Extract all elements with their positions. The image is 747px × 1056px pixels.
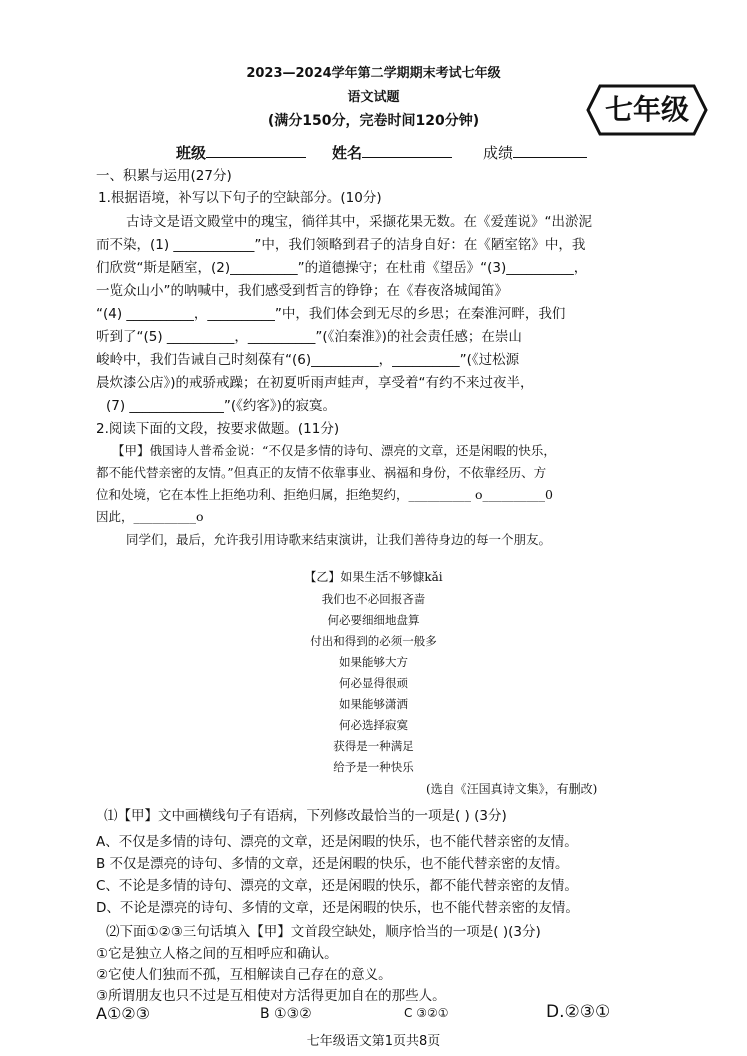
q2-title: 2.阅读下面的文段，按要求做题。(11分) bbox=[96, 421, 340, 437]
poem-source: (选自《汪国真诗文集》，有删改) bbox=[426, 782, 598, 796]
jia-line: 位和处境，它在本性上拒绝功利、拒绝归属，拒绝契约，__________ o__________0 bbox=[96, 487, 553, 502]
score-field bbox=[483, 142, 587, 163]
sub2-option-d[interactable]: D.②③① bbox=[546, 1002, 611, 1022]
poem-title: 【乙】如果生活不够慷kǎi bbox=[304, 570, 443, 584]
poem-line: 如果能够潇洒 bbox=[339, 697, 408, 711]
sub2-item: ③所谓朋友也只不过是互相使对方活得更加自在的那些人。 bbox=[96, 988, 446, 1004]
score-blank[interactable] bbox=[513, 143, 587, 158]
sub1-option-b[interactable]: B 不仅是漂亮的诗句、多情的文章，还是闲暇的快乐，也不能代替亲密的友情。 bbox=[96, 856, 569, 872]
poem-line: 付出和得到的必须一般多 bbox=[310, 634, 437, 648]
q1-line: 一览众山小”的呐喊中，我们感受到哲言的铮铮；在《春夜洛城闻笛》 bbox=[96, 283, 508, 299]
q1-line: 峻岭中，我们告诫自己时刻葆有“(6)__________，__________”(《过松源 bbox=[96, 352, 520, 368]
poem-line: 何必显得很顽 bbox=[339, 676, 408, 690]
q1-line: 古诗文是语文殿堂中的瑰宝，徜徉其中，采撷花果无数。在《爱莲说》“出淤泥 bbox=[126, 214, 592, 230]
sub2-item: ②它使人们独而不孤，互相解读自己存在的意义。 bbox=[96, 967, 392, 983]
poem-line: 何必选择寂寞 bbox=[339, 718, 408, 732]
class-field bbox=[176, 142, 306, 163]
jia-line: 都不能代替亲密的友情。”但真正的友情不依靠事业、祸福和身份，不依靠经历、方 bbox=[96, 465, 547, 480]
jia-line: 因此，__________o bbox=[96, 509, 204, 524]
poem-line: 获得是一种满足 bbox=[333, 739, 414, 753]
q1-line: “(4) __________，__________”中，我们体会到无尽的乡思；在秦淮河畔，我们 bbox=[96, 306, 566, 322]
class-label: 班级 bbox=[176, 144, 207, 162]
sub2-option-c[interactable]: C ③②① bbox=[404, 1006, 449, 1020]
score-label: 成绩 bbox=[483, 144, 514, 162]
poem-line: 何必要细细地盘算 bbox=[327, 613, 420, 627]
q1-line: (7) ______________”(《约客》)的寂寞。 bbox=[106, 398, 336, 414]
sub1-stem: ⑴【甲】文中画横线句子有语病，下列修改最恰当的一项是( ) (3分) bbox=[104, 808, 507, 824]
sub1-option-d[interactable]: D、不论是漂亮的诗句、多情的文章，还是闲暇的快乐，也不能代替亲密的友情。 bbox=[96, 900, 579, 916]
sub2-item: ①它是独立人格之间的互相呼应和确认。 bbox=[96, 946, 338, 962]
poem-line: 我们也不必回报吝啬 bbox=[321, 592, 426, 606]
exam-title: 2023—2024学年第二学期期末考试七年级 bbox=[246, 66, 501, 81]
jia-line: 【甲】俄国诗人普希金说：“不仅是多情的诗句、漂亮的文章，还是闲暇的快乐， bbox=[112, 443, 556, 458]
jia-line: 同学们，最后，允许我引用诗歌来结束演讲，让我们善待身边的每一个朋友。 bbox=[126, 532, 552, 547]
grade-badge bbox=[586, 84, 708, 136]
sub2-option-a[interactable]: A①②③ bbox=[96, 1004, 150, 1023]
poem-line: 如果能够大方 bbox=[339, 655, 408, 669]
exam-info: (满分150分，完卷时间120分钟) bbox=[267, 113, 480, 129]
sub1-option-c[interactable]: C、不论是多情的诗句、漂亮的文章，还是闲暇的快乐，都不能代替亲密的友情。 bbox=[96, 878, 578, 894]
sub2-option-b[interactable]: B ①③② bbox=[260, 1006, 312, 1022]
class-blank[interactable] bbox=[206, 143, 306, 158]
q1-title: 1.根据语境，补写以下句子的空缺部分。(10分) bbox=[98, 190, 382, 206]
q1-line: 们欣赏“斯是陋室，(2)__________”的道德操守；在杜甫《望岳》“(3)__________， bbox=[96, 260, 588, 276]
section-heading: 一、积累与运用(27分) bbox=[96, 168, 232, 184]
q1-line: 而不染，(1) ____________”中，我们领略到君子的洁身自好：在《陋室铭》中，我 bbox=[96, 237, 586, 253]
exam-subject: 语文试题 bbox=[347, 90, 400, 105]
sub1-option-a[interactable]: A、不仅是多情的诗句、漂亮的文章，还是闲暇的快乐，也不能代替亲密的友情。 bbox=[96, 834, 578, 850]
name-label: 姓名 bbox=[332, 144, 363, 162]
q1-line: 听到了“(5) __________，__________”(《泊秦淮》)的社会责任感；在崇山 bbox=[96, 329, 522, 345]
name-blank[interactable] bbox=[362, 143, 452, 158]
poem-line: 给予是一种快乐 bbox=[333, 760, 414, 774]
q1-line: 晨炊漆公店》)的戒骄戒躁；在初夏听雨声蛙声，享受着“有约不来过夜半， bbox=[96, 375, 534, 391]
badge-text: 七年级 bbox=[604, 93, 689, 126]
page-footer: 七年级语文第1页共8页 bbox=[306, 1034, 441, 1049]
name-field bbox=[332, 142, 452, 163]
sub2-stem: ⑵下面①②③三句话填入【甲】文首段空缺处，顺序恰当的一项是( )(3分) bbox=[106, 924, 541, 940]
